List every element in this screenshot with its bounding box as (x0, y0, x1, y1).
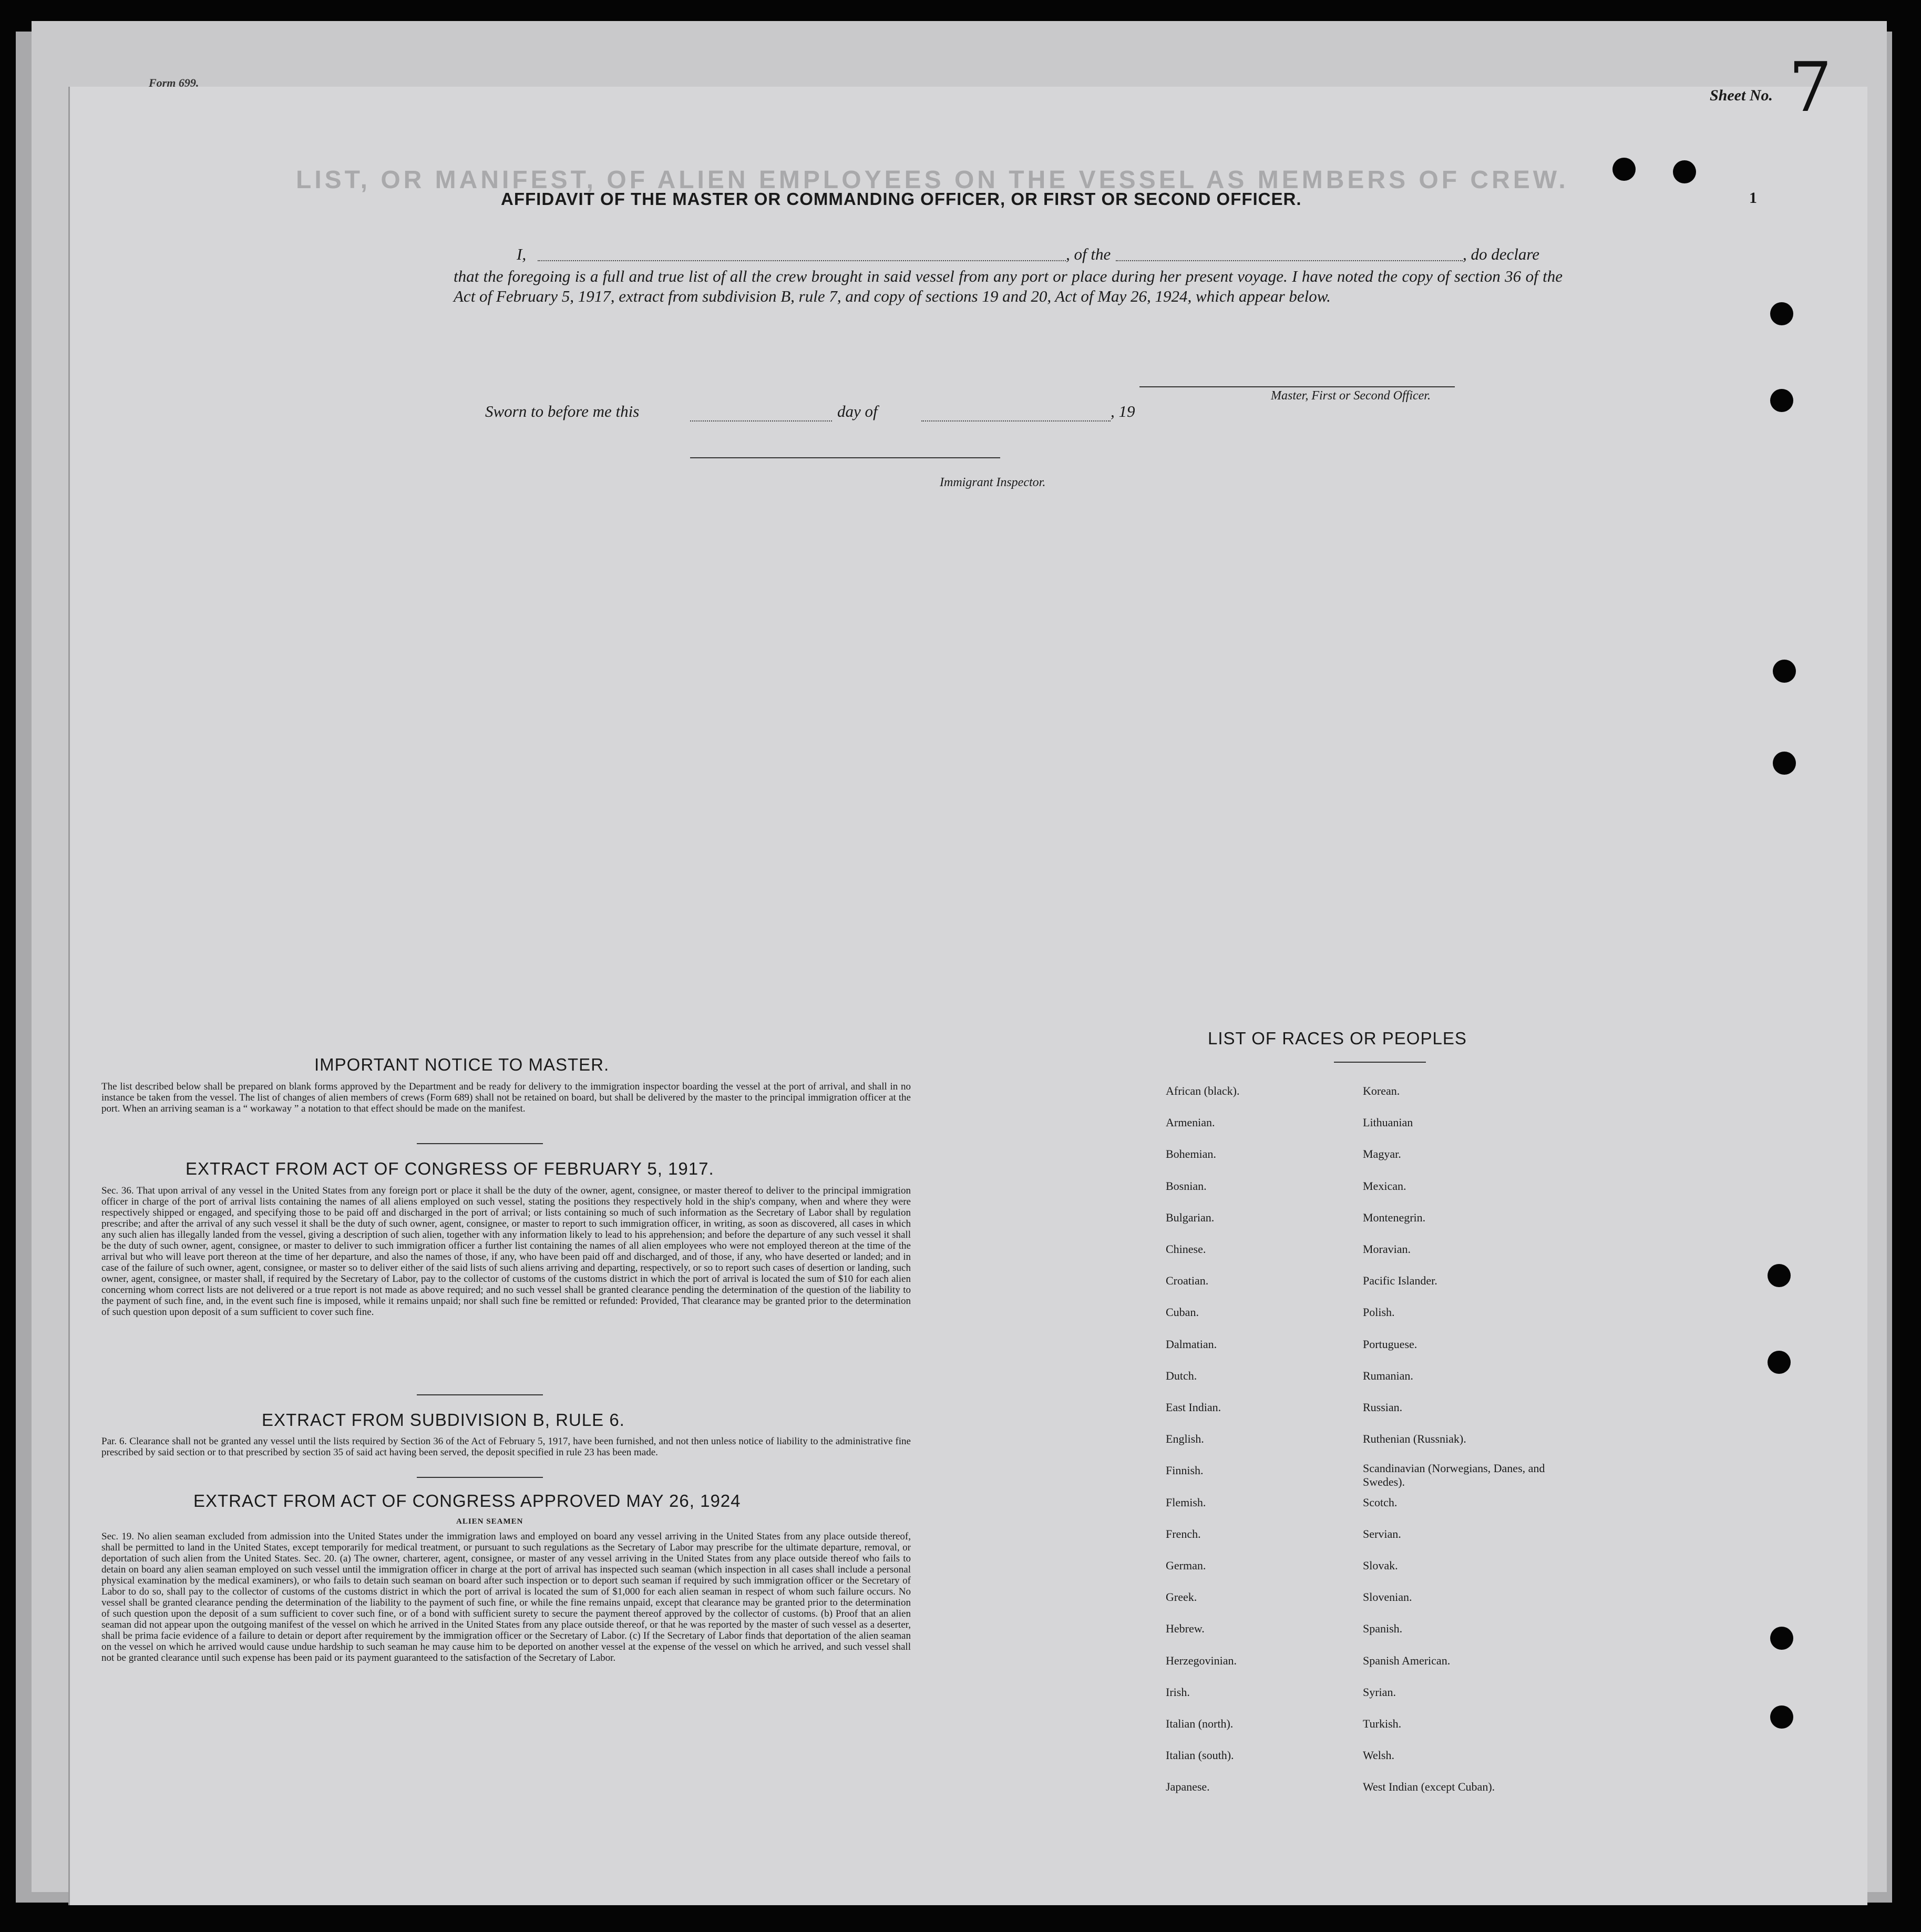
race-item: Cuban. (1166, 1306, 1199, 1319)
race-item: Magyar. (1363, 1147, 1401, 1160)
race-item: Bulgarian. (1166, 1211, 1215, 1224)
race-item: Bosnian. (1166, 1179, 1207, 1193)
punch-hole (1673, 160, 1696, 183)
race-item: Mexican. (1363, 1179, 1406, 1193)
divider (417, 1143, 543, 1144)
race-item: Dutch. (1166, 1369, 1197, 1382)
race-item: African (black). (1166, 1084, 1240, 1097)
race-item: Scandinavian (Norwegians, Danes, and Swedes). (1363, 1462, 1545, 1488)
divider (417, 1477, 543, 1478)
extract-1924-text: Sec. 19. No alien seaman excluded from admission into the United States under the immigration laws and employed on board any vessel arriving in the United States from any place outside thereof, shall be permitted to land in the United States, except temporarily for medical treatment, or pursuant to such regulations as the Secretary of Labor may prescribe for the ultimate departure, removal, or deportation of such alien from the United States. Sec. 20. (a) The owner, charterer, agent, consignee, or master of any vessel arriving in the United States from any place outside thereof who fails to detain on board any alien seaman employed on such vessel until the immigration officer in charge at the port of arrival has inspected such seaman (which inspection in all cases shall include a personal physical examination by the medical examiners), or who fails to detain such seaman on board after such inspection or to deport such seaman if required by such immigration officer or the Secretary of Labor to do so, shall pay to the collector of customs of the customs district in which the port of arrival is located the sum of $1,000 for each alien seaman in respect of whom such failure occurs. No vessel shall be granted clearance pending the determination of the liability to the payment of such fine, or while the fine remains unpaid, except that clearance may be granted prior to the determination of such question upon the deposit of a sum sufficient to cover such fine, or of a bond with sufficient surety to secure the payment thereof approved by the collector of customs. (b) Proof that an alien seaman did not appear upon the outgoing manifest of the vessel on which he arrived in the United States from any place outside thereof, or that he was reported by the master of such vessel as a deserter, shall be prima facie evidence of a failure to detain or deport after requirement by the immigration officer or the Secretary of Labor. (c) If the Secretary of Labor finds that deportation of the alien seaman on the vessel on which he arrived would cause undue hardship to such seaman he may cause him to be deported on another vessel at the expense of the vessel on which he arrived, and such vessel shall not be granted clearance until such expense has been paid or its payment guaranteed to the satisfaction of the Secretary of Labor. (101, 1531, 911, 1663)
sworn-day-field[interactable] (690, 420, 832, 422)
sheet-number-label: Sheet No. (1710, 87, 1773, 104)
affidavit-line-i: I, (517, 245, 527, 263)
race-item: Pacific Islander. (1363, 1274, 1437, 1287)
race-item: Flemish. (1166, 1496, 1206, 1509)
divider (417, 1394, 543, 1395)
notice-text: The list described below shall be prepared on blank forms approved by the Department and be ready for delivery to the immigration inspector boarding the vessel at the port of arrival, and shall in no instance be taken from the vessel. The list of changes of alien members of crews (Form 689) shall not be retained on board, but shall be delivered by the master to the principal immigration officer at the port. When an arriving seaman is a “ workaway ” a notation to that effect should be made on the manifest. (101, 1081, 911, 1114)
race-item: Rumanian. (1363, 1369, 1413, 1382)
race-item: Polish. (1363, 1306, 1395, 1319)
faded-manifest-title: LIST, OR MANIFEST, OF ALIEN EMPLOYEES ON THE VESSEL AS MEMBERS OF CREW. (296, 166, 1569, 194)
extract-rule6-title: EXTRACT FROM SUBDIVISION B, RULE 6. (262, 1410, 625, 1430)
inspector-label: Immigrant Inspector. (940, 476, 1046, 489)
race-item: Slovenian. (1363, 1590, 1412, 1604)
race-item: Moravian. (1363, 1242, 1411, 1256)
race-item: Dalmatian. (1166, 1338, 1217, 1351)
extract-1917-title: EXTRACT FROM ACT OF CONGRESS OF FEBRUARY 5, 1917. (186, 1159, 714, 1178)
race-item: Herzegovinian. (1166, 1654, 1237, 1667)
affidavit-of-the: , of the (1066, 245, 1111, 263)
race-item: Welsh. (1363, 1749, 1394, 1762)
race-item: Croatian. (1166, 1274, 1209, 1287)
race-item: Korean. (1363, 1084, 1400, 1097)
master-signature-label: Master, First or Second Officer. (1271, 389, 1431, 403)
race-item: Portuguese. (1363, 1338, 1417, 1351)
race-item: East Indian. (1166, 1401, 1221, 1414)
divider (1334, 1062, 1426, 1063)
race-item: Japanese. (1166, 1780, 1210, 1793)
race-item: Bohemian. (1166, 1147, 1216, 1160)
race-item: Montenegrin. (1363, 1211, 1426, 1224)
day-of-label: day of (837, 402, 878, 420)
race-item: Turkish. (1363, 1717, 1402, 1730)
race-item: Greek. (1166, 1590, 1197, 1604)
punch-hole (1770, 1705, 1793, 1729)
race-item: Irish. (1166, 1686, 1190, 1699)
race-item: Servian. (1363, 1527, 1401, 1540)
punch-hole (1773, 660, 1796, 683)
race-item: Slovak. (1363, 1559, 1398, 1572)
punch-hole (1768, 1351, 1791, 1374)
extract-1924-title: EXTRACT FROM ACT OF CONGRESS APPROVED MAY 26, 1924 (193, 1491, 741, 1510)
manifest-page (68, 47, 1867, 1905)
race-item: German. (1166, 1559, 1206, 1572)
race-item: Hebrew. (1166, 1622, 1205, 1635)
race-item: West Indian (except Cuban). (1363, 1780, 1495, 1793)
punch-hole (1770, 389, 1793, 412)
alien-seamen-subtitle: ALIEN SEAMEN (456, 1517, 523, 1526)
punch-hole (1773, 752, 1796, 775)
race-item: Chinese. (1166, 1242, 1206, 1256)
punch-hole (1612, 158, 1636, 181)
punch-hole (1770, 1627, 1793, 1650)
year-prefix: , 19 (1111, 402, 1135, 420)
sworn-month-field[interactable] (921, 420, 1111, 422)
affidavit-declare: , do declare (1463, 245, 1540, 263)
race-item: Syrian. (1363, 1686, 1396, 1699)
name-field[interactable] (538, 260, 1066, 261)
form-label: Form 699. (149, 76, 199, 89)
affidavit-paragraph: that the foregoing is a full and true list of all the crew brought in said vessel from any port or place during her present voyage. I have noted the copy of section 36 of the Act of February 5, 1917, extract from subdivision B, rule 7, and copy of sections 19 and 20, Act of May 26, 1924, which appear below. (454, 267, 1563, 305)
race-item: English. (1166, 1432, 1204, 1445)
race-item: Ruthenian (Russniak). (1363, 1432, 1466, 1445)
race-item: Italian (north). (1166, 1717, 1234, 1730)
vessel-field[interactable] (1116, 260, 1463, 261)
race-item: French. (1166, 1527, 1201, 1540)
extract-rule6-text: Par. 6. Clearance shall not be granted any vessel until the lists required by Section 36 of the Act of February 5, 1917, have been furnished, and not then unless notice of liability to the administrative fine prescribed by said section or to that prescribed by section 35 of said act having been served, the deposit specified in rule 23 has been made. (101, 1436, 911, 1458)
punch-hole (1768, 1264, 1791, 1287)
page-number: 1 (1749, 189, 1757, 207)
races-title: LIST OF RACES OR PEOPLES (1208, 1029, 1467, 1048)
sheet-number-handwritten: 7 (1789, 47, 1832, 127)
affidavit-title: AFFIDAVIT OF THE MASTER OR COMMANDING OFFICER, OR FIRST OR SECOND OFFICER. (501, 189, 1302, 209)
race-item: Finnish. (1166, 1464, 1204, 1477)
race-item: Spanish American. (1363, 1654, 1451, 1667)
sworn-text: Sworn to before me this (485, 402, 640, 420)
race-item: Armenian. (1166, 1116, 1215, 1129)
race-item: Spanish. (1363, 1622, 1403, 1635)
punch-hole (1770, 302, 1793, 325)
extract-1917-text: Sec. 36. That upon arrival of any vessel in the United States from any foreign port or place it shall be the duty of the owner, agent, consignee, or master thereof to deliver to the principal immigration officer in charge of the port of arrival lists containing the names of all aliens employed on such vessel, stating the positions they respectively hold in the ship's company, when and where they were respectively shipped or engaged, and specifying those to be paid off and discharged in the port of arrival; or lists containing so much of such information as the Secretary of Labor shall by regulation prescribe; and after the arrival of any such vessel it shall be the duty of such owner, agent, consignee, or master to report to such immigration officer, in writing, as soon as discovered, all cases in which any such alien has illegally landed from the vessel, giving a description of such alien, together with any information likely to lead to his apprehension; and before the departure of any such vessel it shall be the duty of such owner, agent, consignee, or master to deliver to such immigration officer a further list containing the names of all alien employees who were not employed thereon at the time of the arrival but who will leave port thereon at the time of her departure, and also the names of those, if any, who have been paid off and discharged, and of those, if any, who have deserted or landed; and in case of the failure of such owner, agent, consignee, or master so to deliver either of the said lists of such aliens arriving and departing, respectively, or so to report such cases of desertion or landing, such owner, agent, consignee, or master shall, if required by the Secretary of Labor, pay to the collector of customs of the customs district in which the port of arrival is located the sum of $10 for each alien concerning whom correct lists are not delivered or a true report is not made as above required; and no such vessel shall be granted clearance pending the determination of the question of the liability to the payment of such fine, and, in the event such fine is imposed, while it remains unpaid; nor shall such fine be remitted or refunded: Provided, That clearance may be granted prior to the determination of such question upon deposit of a sum sufficient to cover such fine. (101, 1185, 911, 1318)
inspector-signature-line[interactable] (690, 457, 1000, 458)
master-signature-line[interactable] (1139, 386, 1455, 387)
race-item: Russian. (1363, 1401, 1403, 1414)
race-item: Italian (south). (1166, 1749, 1234, 1762)
notice-title: IMPORTANT NOTICE TO MASTER. (314, 1055, 610, 1074)
race-item: Lithuanian (1363, 1116, 1413, 1129)
race-item: Scotch. (1363, 1496, 1398, 1509)
